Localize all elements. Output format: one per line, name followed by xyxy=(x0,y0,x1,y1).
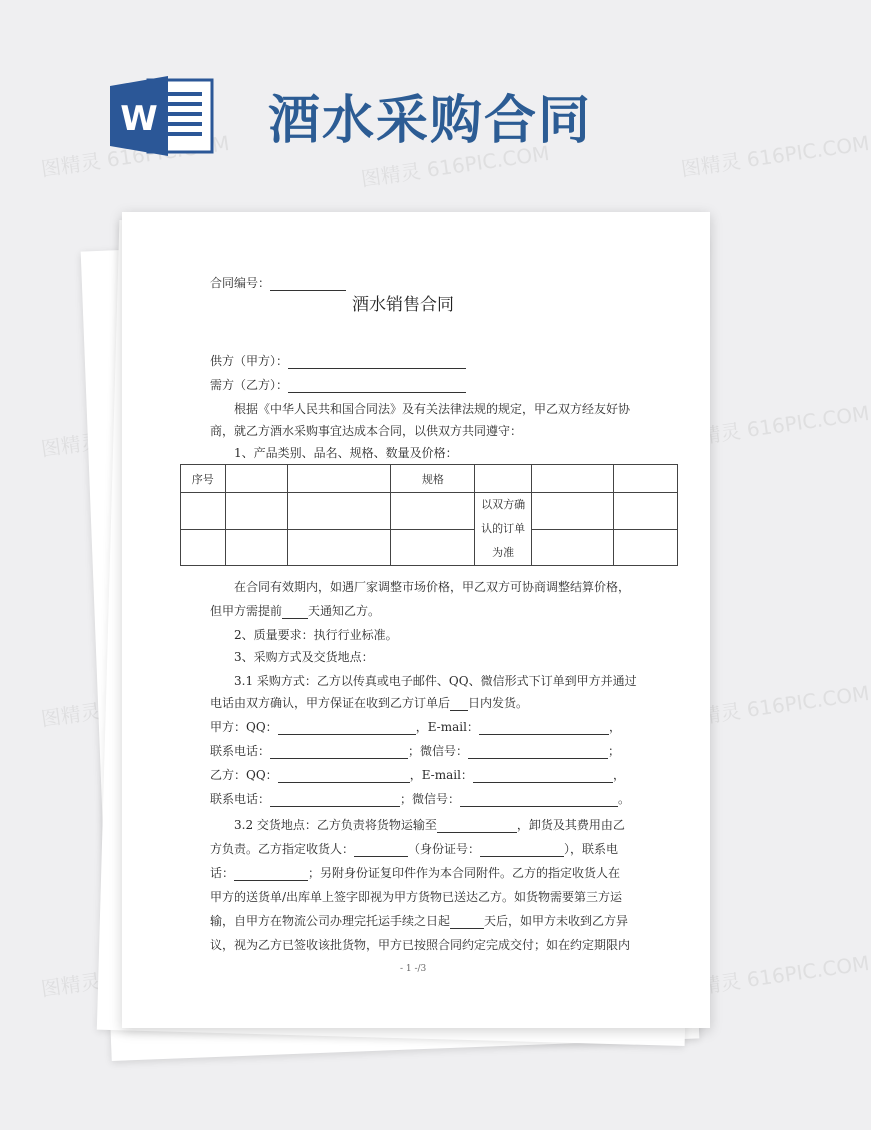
watermark: 图精灵 616PIC.COM xyxy=(679,950,871,1002)
price-text: 但甲方需提前 xyxy=(210,604,283,618)
objection-days-blank xyxy=(450,916,484,929)
table-header-cell xyxy=(613,465,677,493)
party-a-phone-line: 联系电话： ；微信号： ； xyxy=(210,744,621,758)
product-table xyxy=(180,464,678,566)
purchase-text: 电话由双方确认，甲方保证在收到乙方订单后 xyxy=(210,696,451,710)
table-cell xyxy=(531,529,613,566)
table-cell xyxy=(225,529,287,566)
document-title: 酒水销售合同 xyxy=(352,295,454,315)
party-a-qq-line: 甲方：QQ： ，E-mail： ， xyxy=(210,720,621,734)
email-blank xyxy=(473,770,613,783)
delivery-text: 话： xyxy=(210,866,235,880)
buyer-blank xyxy=(288,380,466,393)
delivery-line: 议，视为乙方已签收该批货物，甲方已按照合同约定完成交付；如在约定期限内 xyxy=(210,938,631,952)
qq-label: 甲方：QQ： xyxy=(210,720,278,734)
table-header-cell xyxy=(475,465,531,493)
watermark: 图精灵 xyxy=(39,968,103,1002)
delivery-text: 方负责。乙方指定收货人： xyxy=(210,842,355,856)
document-page xyxy=(122,212,710,1028)
qq-blank xyxy=(278,722,416,735)
party-b-qq-line: 乙方：QQ： ，E-mail： ， xyxy=(210,768,625,782)
receiver-blank xyxy=(354,844,408,857)
order-note-line: 以双方确 xyxy=(481,498,526,511)
delivery-text: 输，自甲方在物流公司办理完托运手续之日起 xyxy=(210,914,451,928)
intro-line: 根据《中华人民共和国合同法》及有关法律法规的规定，甲乙双方经友好协 xyxy=(234,402,631,416)
table-row xyxy=(181,493,678,530)
order-note-cell xyxy=(475,493,531,566)
purchase-text: 日内发货。 xyxy=(468,696,529,710)
table-cell xyxy=(181,493,226,530)
page-number: - 1 -/3 xyxy=(400,964,427,974)
delivery-days-blank xyxy=(450,698,468,711)
wechat-blank xyxy=(460,794,618,807)
delivery-text: ，卸货及其费用由乙 xyxy=(516,818,625,832)
delivery-line xyxy=(210,840,618,857)
delivery-line xyxy=(234,816,625,833)
email-blank xyxy=(479,722,609,735)
contract-number xyxy=(210,274,346,291)
delivery-text: 天后，如甲方未收到乙方异 xyxy=(484,914,629,928)
buyer-label: 需方（乙方）： xyxy=(210,378,289,392)
table-header-cell xyxy=(531,465,613,493)
price-line: 在合同有效期内，如遇厂家调整市场价格，甲乙双方可协商调整结算价格， xyxy=(234,580,631,594)
purchase-method-line xyxy=(210,694,528,711)
price-line xyxy=(210,602,380,619)
table-cell xyxy=(613,529,677,566)
wechat-blank xyxy=(468,746,608,759)
email-label: ，E-mail： xyxy=(415,720,479,734)
id-number-blank xyxy=(480,844,564,857)
delivery-text: （身份证号： xyxy=(408,842,481,856)
phone-label: 联系电话： xyxy=(210,792,271,806)
order-note-line: 为准 xyxy=(492,546,515,559)
table-header-cell xyxy=(287,465,391,493)
intro-line: 商，就乙方酒水采购事宜达成本合同，以供双方共同遵守： xyxy=(210,424,523,438)
table-cell xyxy=(225,493,287,530)
price-text: 天通知乙方。 xyxy=(308,604,381,618)
contract-number-label: 合同编号： xyxy=(210,276,271,290)
delivery-text: ；另附身份证复印件作为本合同附件。乙方的指定收货人在 xyxy=(308,866,621,880)
phone-label: 联系电话： xyxy=(210,744,271,758)
word-logo-icon xyxy=(110,76,214,156)
word-logo-letter: W xyxy=(120,99,158,139)
watermark: 图精灵 616PIC.COM xyxy=(679,130,871,182)
table-cell xyxy=(531,493,613,530)
table-cell xyxy=(287,493,391,530)
qq-label: 乙方：QQ： xyxy=(210,768,278,782)
banner-title: 酒水采购合同 xyxy=(268,91,593,151)
quality-line: 2、质量要求：执行行业标准。 xyxy=(234,628,398,642)
wechat-label: ；微信号： xyxy=(400,792,461,806)
table-cell xyxy=(391,493,475,530)
watermark: 图精灵 xyxy=(39,428,103,462)
email-label: ，E-mail： xyxy=(409,768,473,782)
supplier-line xyxy=(210,352,466,369)
delivery-text: ），联系电 xyxy=(564,842,619,856)
table-cell xyxy=(613,493,677,530)
notice-days-blank xyxy=(282,606,308,619)
delivery-line xyxy=(210,912,628,929)
delivery-line: 甲方的送货单/出库单上签字即视为甲方货物已送达乙方。如货物需要第三方运 xyxy=(210,890,623,904)
watermark: 图精灵 616PIC.COM xyxy=(39,130,231,182)
delivery-place-blank xyxy=(437,820,517,833)
contract-number-blank xyxy=(270,278,346,291)
party-b-phone-line: 联系电话： ；微信号： 。 xyxy=(210,792,631,806)
table-cell xyxy=(287,529,391,566)
phone-blank xyxy=(270,794,400,807)
qq-blank xyxy=(278,770,410,783)
order-note-line: 认的订单 xyxy=(481,522,526,535)
watermark: 图精灵 616PIC.COM xyxy=(679,400,871,452)
table-header-cell: 序号 xyxy=(181,465,226,493)
supplier-blank xyxy=(288,356,466,369)
table-row xyxy=(181,465,678,493)
table-header-cell: 规格 xyxy=(391,465,475,493)
purchase-heading: 3、采购方式及交货地点： xyxy=(234,650,374,664)
table-cell xyxy=(181,529,226,566)
delivery-text: 3.2 交货地点：乙方负责将货物运输至 xyxy=(234,818,437,832)
delivery-line xyxy=(210,864,620,881)
phone-blank xyxy=(270,746,408,759)
buyer-line xyxy=(210,376,466,393)
table-header-cell xyxy=(225,465,287,493)
table-row xyxy=(181,529,678,566)
wechat-label: ；微信号： xyxy=(408,744,469,758)
table-cell xyxy=(391,529,475,566)
item1-heading: 1、产品类别、品名、规格、数量及价格： xyxy=(234,446,458,460)
purchase-method-line: 3.1 采购方式：乙方以传真或电子邮件、QQ、微信形式下订单到甲方并通过 xyxy=(234,674,637,688)
supplier-label: 供方（甲方）： xyxy=(210,354,289,368)
watermark: 图精灵 xyxy=(39,698,103,732)
receiver-phone-blank xyxy=(234,868,308,881)
watermark: 图精灵 616PIC.COM xyxy=(679,680,871,732)
watermark: 图精灵 616PIC.COM xyxy=(359,140,551,192)
